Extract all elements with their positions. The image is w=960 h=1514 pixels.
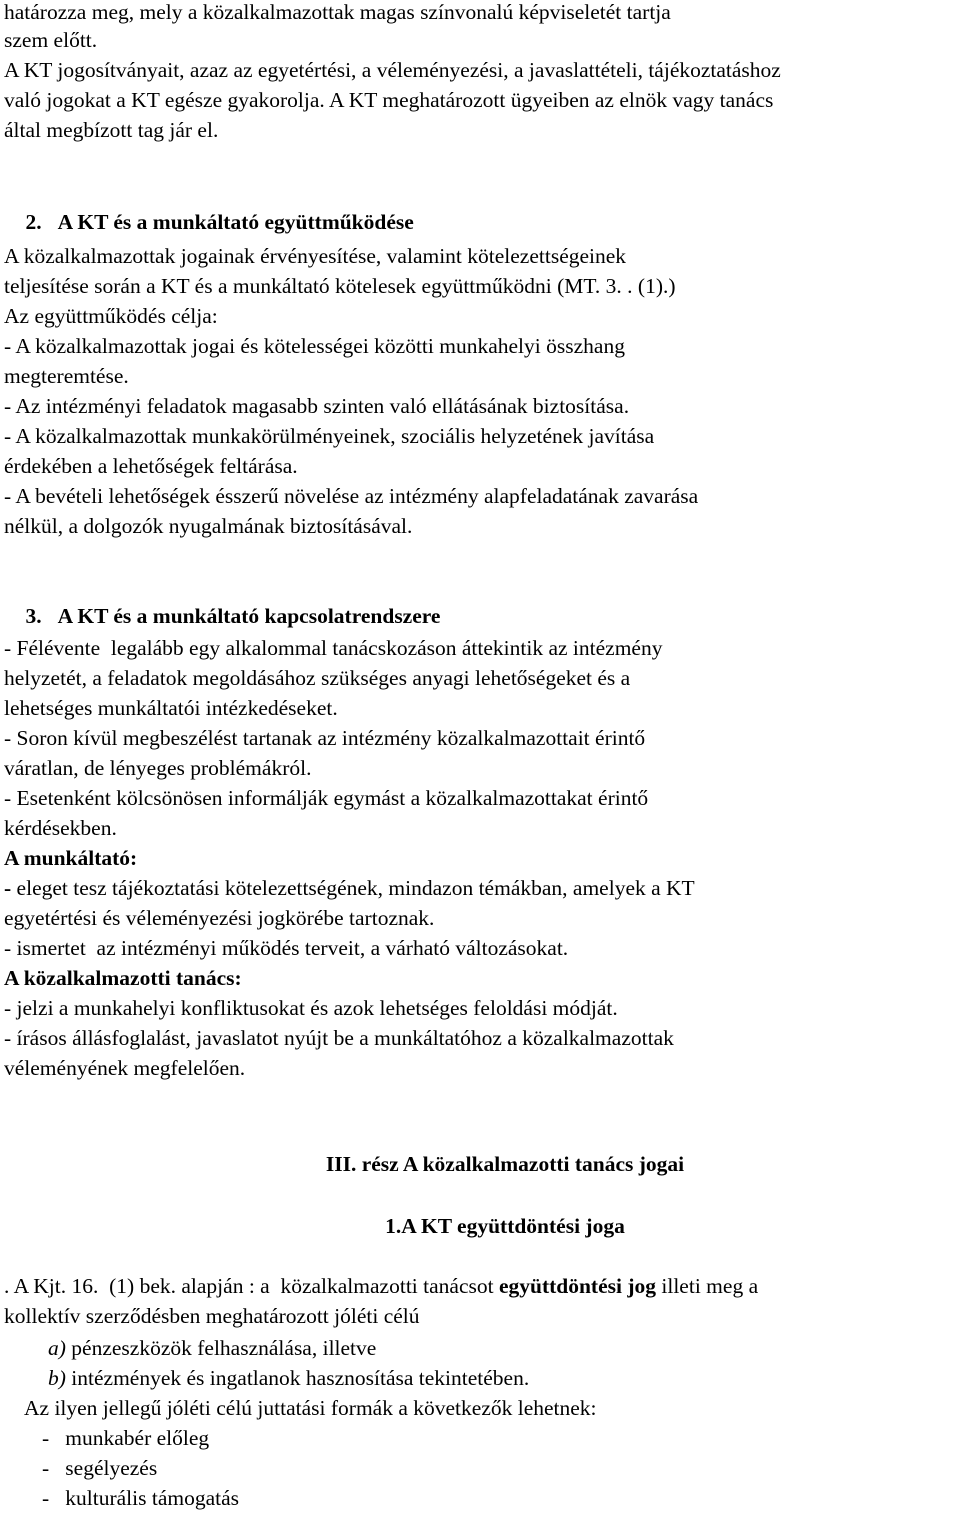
text-line: érdekében a lehetőségek feltárása. [4,454,298,478]
text-line [4,874,695,902]
text-line: - Soron kívül megbeszélést tartanak az intézmény közalkalmazottait érintő [4,726,646,750]
text-line: egyetértési és véleményezési jogkörébe tartoznak. [4,906,435,930]
text-line: teljesítése során a KT és a munkáltató kötelesek együttműködni (MT. 3. . (1).) [4,274,676,298]
text-line: megteremtése. [4,364,129,388]
text-line: - ismertet az intézményi működés terveit, a várható változásokat. [4,936,569,960]
text-line: váratlan, de lényeges problémákról. [4,756,312,780]
list-marker: b) [48,1366,66,1390]
text-line: helyzetét, a feladatok megoldásához szükséges anyagi lehetőségeket és a [4,666,631,690]
text-line: által megbízott tag jár el. [4,118,219,142]
list-item: - segélyezés [42,1456,158,1480]
section-title: A KT és a munkáltató kapcsolatrendszere [57,604,441,628]
text-line: A közalkalmazottak jogainak érvényesítése, valamint kötelezettségeinek [4,244,627,268]
text-line [4,1272,758,1300]
part-heading: III. rész A közalkalmazotti tanács jogai [325,1152,685,1176]
subheading-employer: A munkáltató: [4,846,138,870]
list-item: - kulturális támogatás [42,1486,240,1510]
text-line: - írásos állásfoglalást, javaslatot nyújt be a munkáltatóhoz a közalkalmazottak [4,1026,674,1050]
section-heading: 1.A KT együttdöntési joga [385,1214,625,1238]
text-line: határozza meg, mely a közalkalmazottak magas színvonalú képviseletét tartja [4,0,671,24]
text-line: kérdésekben. [4,816,117,840]
text-line: lehetséges munkáltatói intézkedéseket. [4,696,338,720]
section-title: A KT és a munkáltató együttműködése [57,210,414,234]
text-line: - A közalkalmazottak jogai és kötelességei közötti munkahelyi összhang [4,334,625,358]
text-line [48,1364,529,1392]
section-number: 3. [25,604,42,628]
section-number: 2. [25,210,42,234]
text-line: A KT jogosítványait, azaz az egyetértési, a véleményezési, a javaslattételi, tájékoztatáshoz [4,58,781,82]
text-line: való jogokat a KT egésze gyakorolja. A KT meghatározott ügyeiben az elnök vagy tanács [4,88,774,112]
text-line: véleményének megfelelően. [4,1056,246,1080]
emphasis-text: együttdöntési jog [498,1274,657,1298]
text-line: - A közalkalmazottak munkakörülményeinek, szociális helyzetének javítása [4,424,655,448]
bullet-dash: - [4,876,12,900]
list-item: - munkabér előleg [42,1426,210,1450]
text-line: kollektív szerződésben meghatározott jóléti célú [4,1304,420,1328]
text-line: szem előtt. [4,28,98,52]
text-span: intézmények és ingatlanok hasznosítása tekintetében. [65,1366,530,1390]
text-span: pénzeszközök felhasználása, illetve [65,1336,377,1360]
text-line: nélkül, a dolgozók nyugalmának biztosításával. [4,514,413,538]
text-line: - Esetenként kölcsönösen informálják egymást a közalkalmazottakat érintő [4,786,649,810]
text-span: eleget tesz tájékoztatási kötelezettségének, mindazon témákban, amelyek a KT [11,876,695,900]
list-marker: a) [48,1336,66,1360]
text-line: - jelzi a munkahelyi konfliktusokat és azok lehetséges feloldási módját. [4,996,618,1020]
text-span: illeti meg a [656,1274,759,1298]
text-span: . A Kjt. 16. (1) bek. alapján : a közalkalmazotti tanácsot [4,1274,499,1298]
text-line [48,1334,376,1362]
text-line: Az ilyen jellegű jóléti célú juttatási formák a következők lehetnek: [24,1396,597,1420]
text-line: - Félévente legalább egy alkalommal tanácskozáson áttekintik az intézmény [4,636,663,660]
text-line: - A bevételi lehetőségek ésszerű növelése az intézmény alapfeladatának zavarása [4,484,699,508]
text-line: - Az intézményi feladatok magasabb szinten való ellátásának biztosítása. [4,394,630,418]
subheading-council: A közalkalmazotti tanács: [4,966,242,990]
text-line: Az együttműködés célja: [4,304,218,328]
